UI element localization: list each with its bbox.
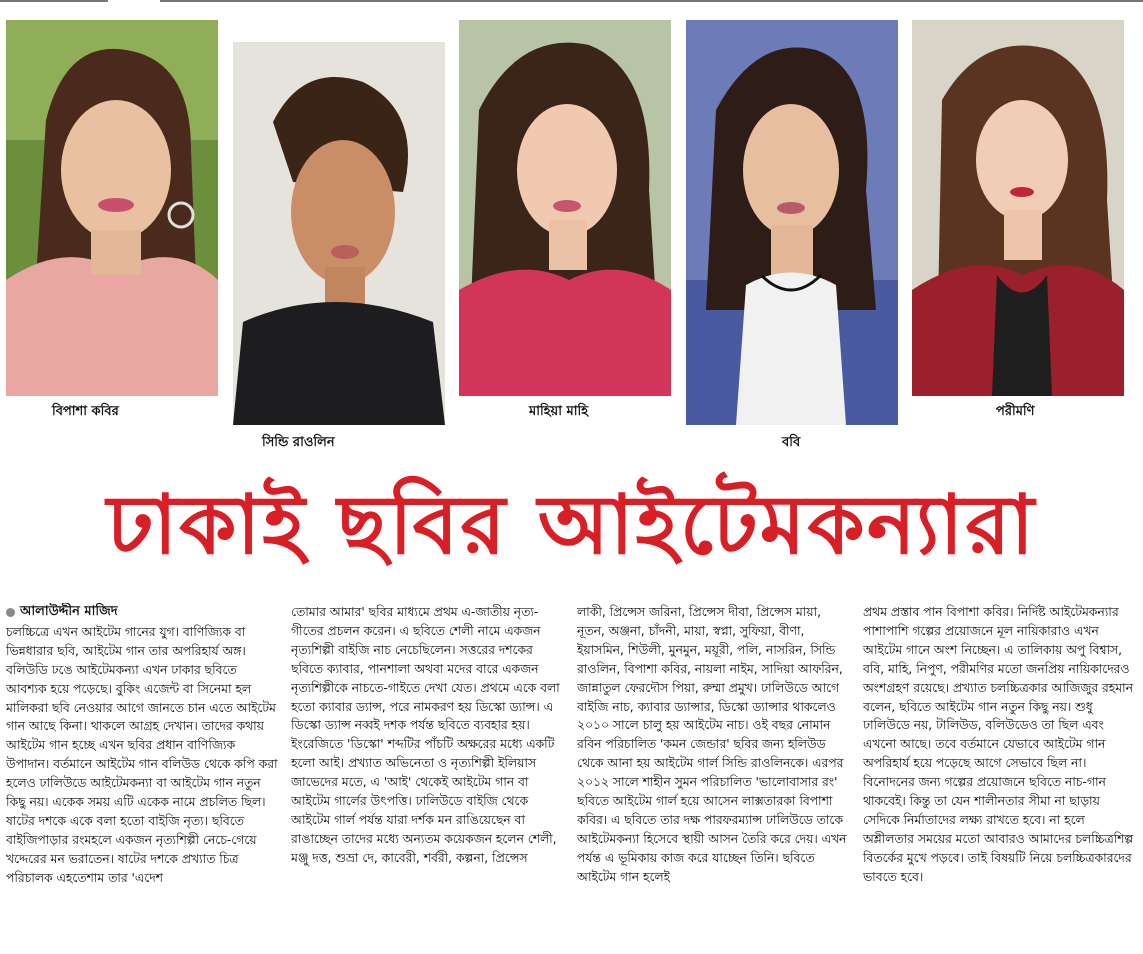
column-text: প্রথম প্রস্তাব পান বিপাশা কবির। নির্দিষ্ট আইটেমকন্যার পাশাপাশি গল্পের প্রয়োজনে মূল নায়িকারাও এখন আইটেম গানে অংশ নিচ্ছেন। এ তালিকায় অপু বিশ্বাস, ববি, মাহি, নিপুণ, পরীমণির মতো জনপ্রিয় নায়িকাদেরও অংশগ্রহণ রয়েছে। প্রখ্যাত চলচ্চিত্রকার আজিজুর রহমান বলেন, ছবিতে আইটেম গান নতুন কিছু নয়। শুধু ঢালিউডে নয়, টালিউড, বলিউডেও তা ছিল এবং এখনো আছে। তবে বর্তমানে যেভাবে আইটেম গান অপরিহার্য হয়ে পড়েছে আগে সেভাবে ছিল না। বিনোদনের জন্য গল্পের প্রয়োজনে ছবিতে নাচ-গান থাকবেই। কিন্তু তা যেন শালীনতার সীমা না ছাড়ায় সেদিকে নির্মাতাদের লক্ষ্য রাখতে হবে। না হলে অশ্লীলতার সময়ের মতো আবারও আমাদের চলচ্চিত্রশিল্প বিতর্কের মুখে পড়বে। তাই বিষয়টি নিয়ে চলচ্চিত্রকারদের ভাবতে হবে। xyxy=(863,605,1134,884)
photo-mahiya-mahi xyxy=(459,20,671,396)
photo-caption: সিন্ডি রাওলিন xyxy=(262,435,335,450)
photo-caption: মাহিয়া মাহি xyxy=(529,404,589,419)
bullet-icon xyxy=(6,608,15,617)
column-text: লাকী, প্রিন্সেস জরিনা, প্রিন্সেস দীবা, প্রিন্সেস মায়া, নূতন, অঞ্জনা, চাঁদনী, মায়া, স্বপ্না, সুফিয়া, বীণা, ইয়াসমিন, শিউলী, মুনমুন, ময়ূরী, পলি, নাসরিন, সিন্ডি রাওলিন, বিপাশা কবির, নায়লা নাইম, সাদিয়া আফরিন, জান্নাতুল ফেরদৌস পিয়া, রুম্মা প্রমুখ। ঢালিউডে আগে বাইজি নাচ, ক্যাবার ড্যান্সার, ডিস্কো ড্যান্সার থাকলেও ২০১০ সালে চালু হয় আইটেম নাচ। ওই বছর নোমান রবিন পরিচালিত 'কমন জেন্ডার' ছবির জন্য হলিউড থেকে আনা হয় আইটেম গার্ল সিন্ডি রাওলিনকে। এরপর ২০১২ সালে শাহীন সুমন পরিচালিত 'ভালোবাসার রং' ছবিতে আইটেম গার্ল হয়ে আসেন লাক্সতারকা বিপাশা কবির। এ ছবিতে তার দক্ষ পারফরম্যান্স ঢালিউডে তাকে আইটেমকন্যা হিসেবে স্থায়ী আসন তৈরি করে দেয়। এখন পর্যন্ত এ ভূমিকায় কাজ করে যাচ্ছেন তিনি। ছবিতে আইটেম গান হলেই xyxy=(577,605,847,884)
article-column-3 xyxy=(577,603,849,948)
photo-bipasha-kabir xyxy=(6,20,218,396)
photo-caption: ববি xyxy=(782,435,801,450)
top-rule xyxy=(0,0,1143,4)
column-text: চলচ্চিত্রে এখন আইটেম গানের যুগ। বাণিজ্যিক বা ভিন্নধারার ছবি, আইটেম গান তার অপরিহার্য অঙ্গ। বলিউডি ঢঙে আইটেমকন্যা এখন ঢাকার ছবিতে আবশ্যক হয়ে পড়েছে। বুকিং এজেন্ট বা সিনেমা হল মালিকরা ছবি নেওয়ার আগে জানতে চান এতে আইটেম গান আছে কিনা। থাকলে আগ্রহ দেখান। তাদের কথায় আইটেম গান হচ্ছে এখন ছবির প্রধান বাণিজ্যিক উপাদান। বর্তমানে আইটেম গান বলিউড থেকে কপি করা হলেও ঢালিউডে আইটেমকন্যা বা আইটেম গান নতুন কিছু নয়। একেক সময় এটি একেক নামে প্রচলিত ছিল। ষাটের দশকে একে বলা হতো বাইজি নৃত্য। ছবিতে বাইজিপাড়ার রংমহলে একজন নৃত্যশিল্পী নেচে-গেয়ে খদ্দেরের মন ভরাতেন। ষাটের দশকে প্রখ্যাত চিত্র পরিচালক এহতেশাম তার 'এদেশ xyxy=(6,624,278,885)
article-column-4 xyxy=(863,603,1135,948)
column-text: তোমার আমার' ছবির মাধ্যমে প্রথম এ-জাতীয় নৃত্য-গীতের প্রচলন করেন। এ ছবিতে শেলী নামে একজন নৃত্যশিল্পী বাইজি নাচ নেচেছিলেন। সত্তরের দশকের ছবিতে ক্যাবার, পানশালা অথবা মদের বারে একজন নৃত্যশিল্পীকে নাচতে-গাইতে দেখা যেত। প্রথমে একে বলা হতো ক্যাবার ড্যান্স, পরে নামকরণ হয় ডিস্কো ড্যান্স। এ ডিস্কো ড্যান্স নব্বই দশক পর্যন্ত ছবিতে ব্যবহার হয়। ইংরেজিতে 'ডিস্কো' শব্দটির পাঁচটি অক্ষরের মধ্যে একটি হলো আই। প্রখ্যাত অভিনেতা ও নৃত্যশিল্পী ইলিয়াস জাভেদের মতে, এ 'আই' থেকেই আইটেম গান বা আইটেম গার্লের উৎপত্তি। ঢালিউডে বাইজি থেকে আইটেম গার্ল পর্যন্ত যারা দর্শক মন রাঙিয়েছেন বা রাঙাচ্ছেন তাদের মধ্যে অন্যতম কয়েকজন হলেন শেলী, মঞ্জু দত্ত, শুভ্রা দে, কাবেরী, শর্বরী, কল্পনা, প্রিন্সেস xyxy=(291,605,560,865)
article-column-2 xyxy=(291,603,563,948)
photo-cindy-rowlin xyxy=(233,42,445,425)
photo-porimoni xyxy=(912,20,1124,396)
article-column-1 xyxy=(6,603,278,948)
photo-caption: বিপাশা কবির xyxy=(52,404,119,419)
byline: আলাউদ্দীন মাজিদ xyxy=(6,603,278,622)
photo-bobby xyxy=(686,20,898,425)
photo-caption: পরীমণি xyxy=(996,404,1035,419)
headline: ঢাকাই ছবির আইটেমকন্যারা xyxy=(106,477,1037,573)
